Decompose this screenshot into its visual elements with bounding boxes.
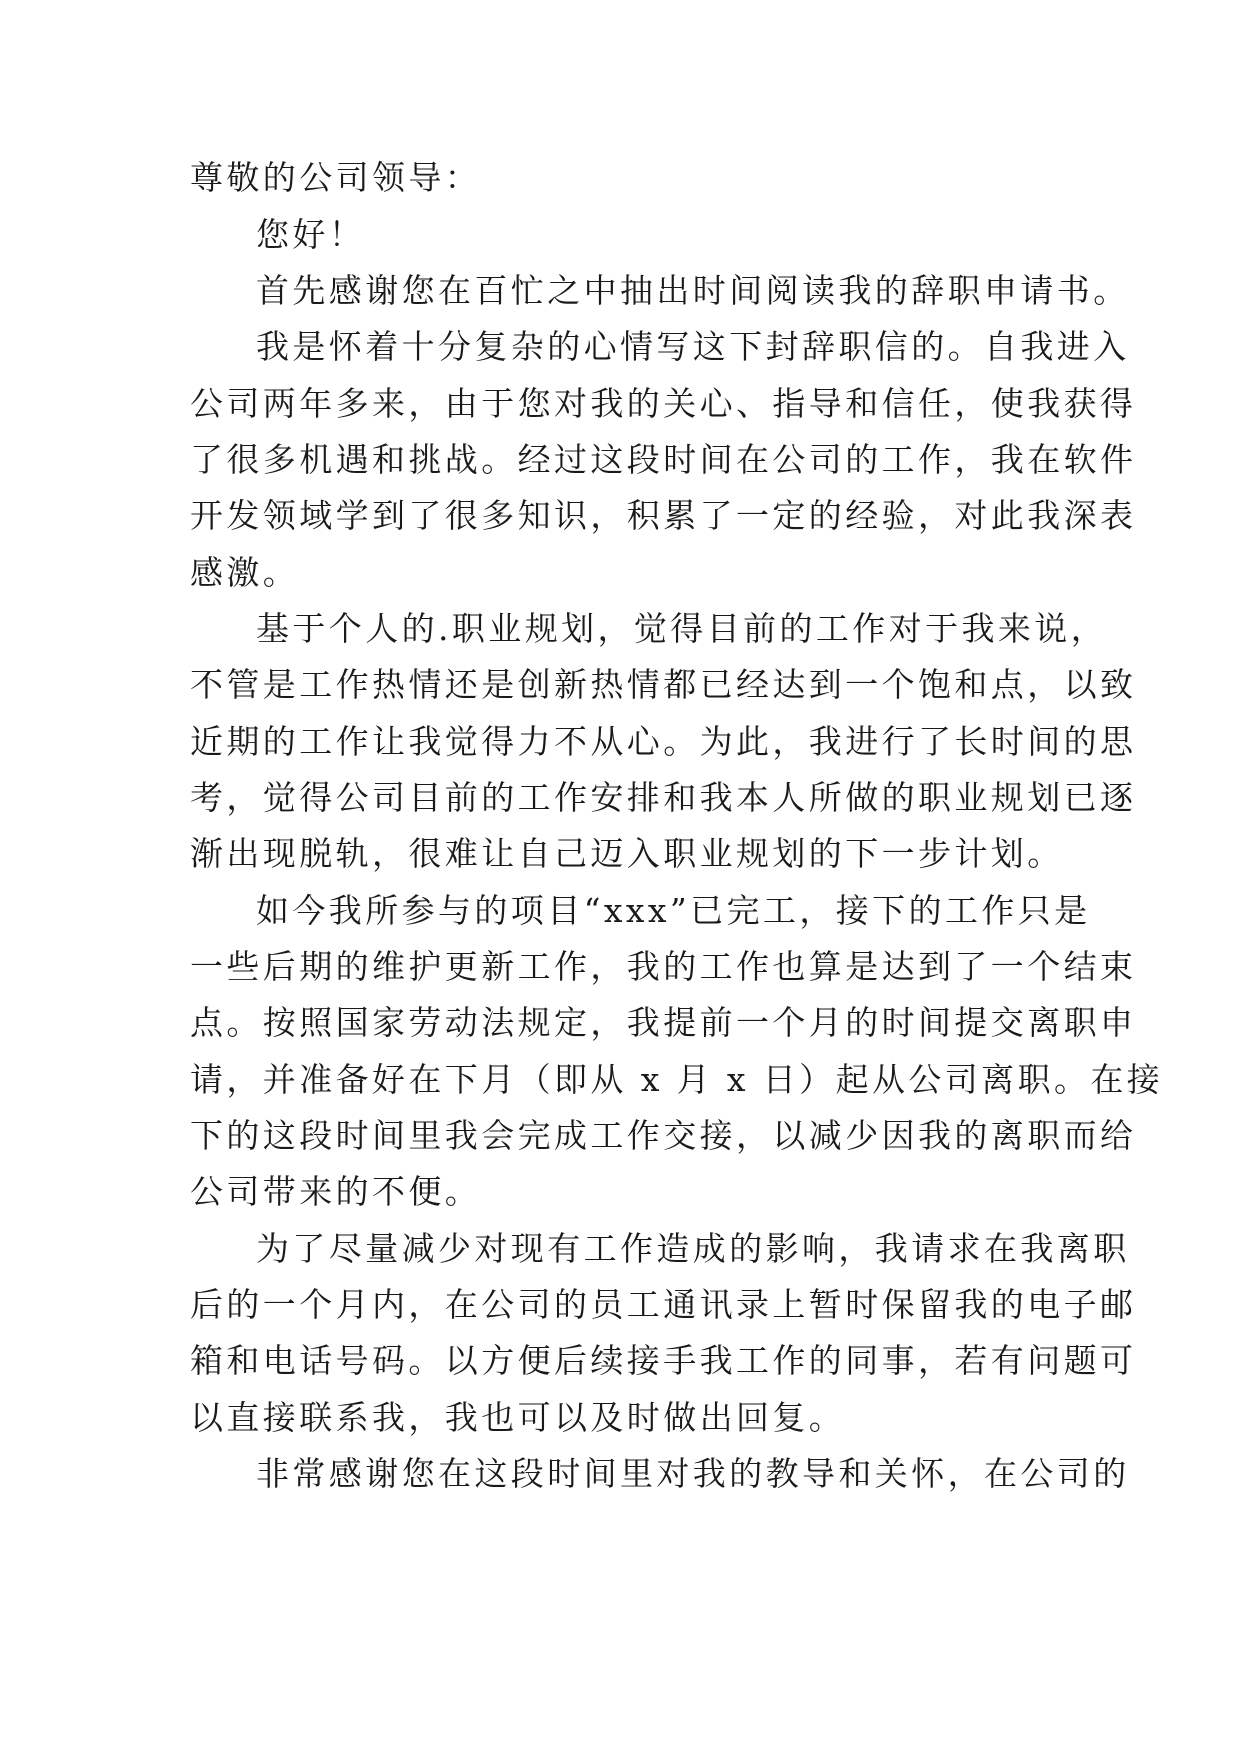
paragraph-line: 一些后期的维护更新工作，我的工作也算是达到了一个结束: [190, 947, 1137, 986]
paragraph-line: 以直接联系我，我也可以及时做出回复。: [190, 1398, 846, 1437]
paragraph-line: 请，并准备好在下月（即从 x 月 x 日）起从公司离职。在接: [190, 1060, 1164, 1099]
paragraph-line: 了很多机遇和挑战。经过这段时间在公司的工作，我在软件: [190, 440, 1137, 479]
paragraph-line: 考，觉得公司目前的工作安排和我本人所做的职业规划已逐: [190, 778, 1137, 817]
paragraph-line: 基于个人的.职业规划，觉得目前的工作对于我来说，: [256, 609, 1108, 648]
paragraph-line: 不管是工作热情还是创新热情都已经达到一个饱和点，以致: [190, 665, 1137, 704]
paragraph-line: 公司带来的不便。: [190, 1172, 482, 1211]
salutation: 尊敬的公司领导：: [190, 158, 482, 197]
paragraph-line: 后的一个月内，在公司的员工通讯录上暂时保留我的电子邮: [190, 1285, 1137, 1324]
paragraph-line: 开发领域学到了很多知识，积累了一定的经验，对此我深表: [190, 496, 1137, 535]
paragraph-line: 点。按照国家劳动法规定，我提前一个月的时间提交离职申: [190, 1003, 1137, 1042]
paragraph-line: 公司两年多来，由于您对我的关心、指导和信任，使我获得: [190, 384, 1137, 423]
paragraph-line: 我是怀着十分复杂的心情写这下封辞职信的。自我进入: [256, 327, 1130, 366]
paragraph-line: 箱和电话号码。以方便后续接手我工作的同事，若有问题可: [190, 1341, 1137, 1380]
paragraph-line: 为了尽量减少对现有工作造成的影响，我请求在我离职: [256, 1229, 1130, 1268]
paragraph-line: 首先感谢您在百忙之中抽出时间阅读我的辞职申请书。: [256, 271, 1130, 310]
paragraph-line: 如今我所参与的项目“xxx”已完工，接下的工作只是: [256, 891, 1091, 930]
paragraph-line: 近期的工作让我觉得力不从心。为此，我进行了长时间的思: [190, 722, 1137, 761]
greeting: 您好！: [256, 215, 366, 254]
paragraph-line: 下的这段时间里我会完成工作交接，以减少因我的离职而给: [190, 1116, 1137, 1155]
paragraph-line: 感激。: [190, 553, 300, 592]
paragraph-line: 非常感谢您在这段时间里对我的教导和关怀，在公司的: [256, 1454, 1130, 1493]
paragraph-line: 渐出现脱轨，很难让自己迈入职业规划的下一步计划。: [190, 834, 1064, 873]
